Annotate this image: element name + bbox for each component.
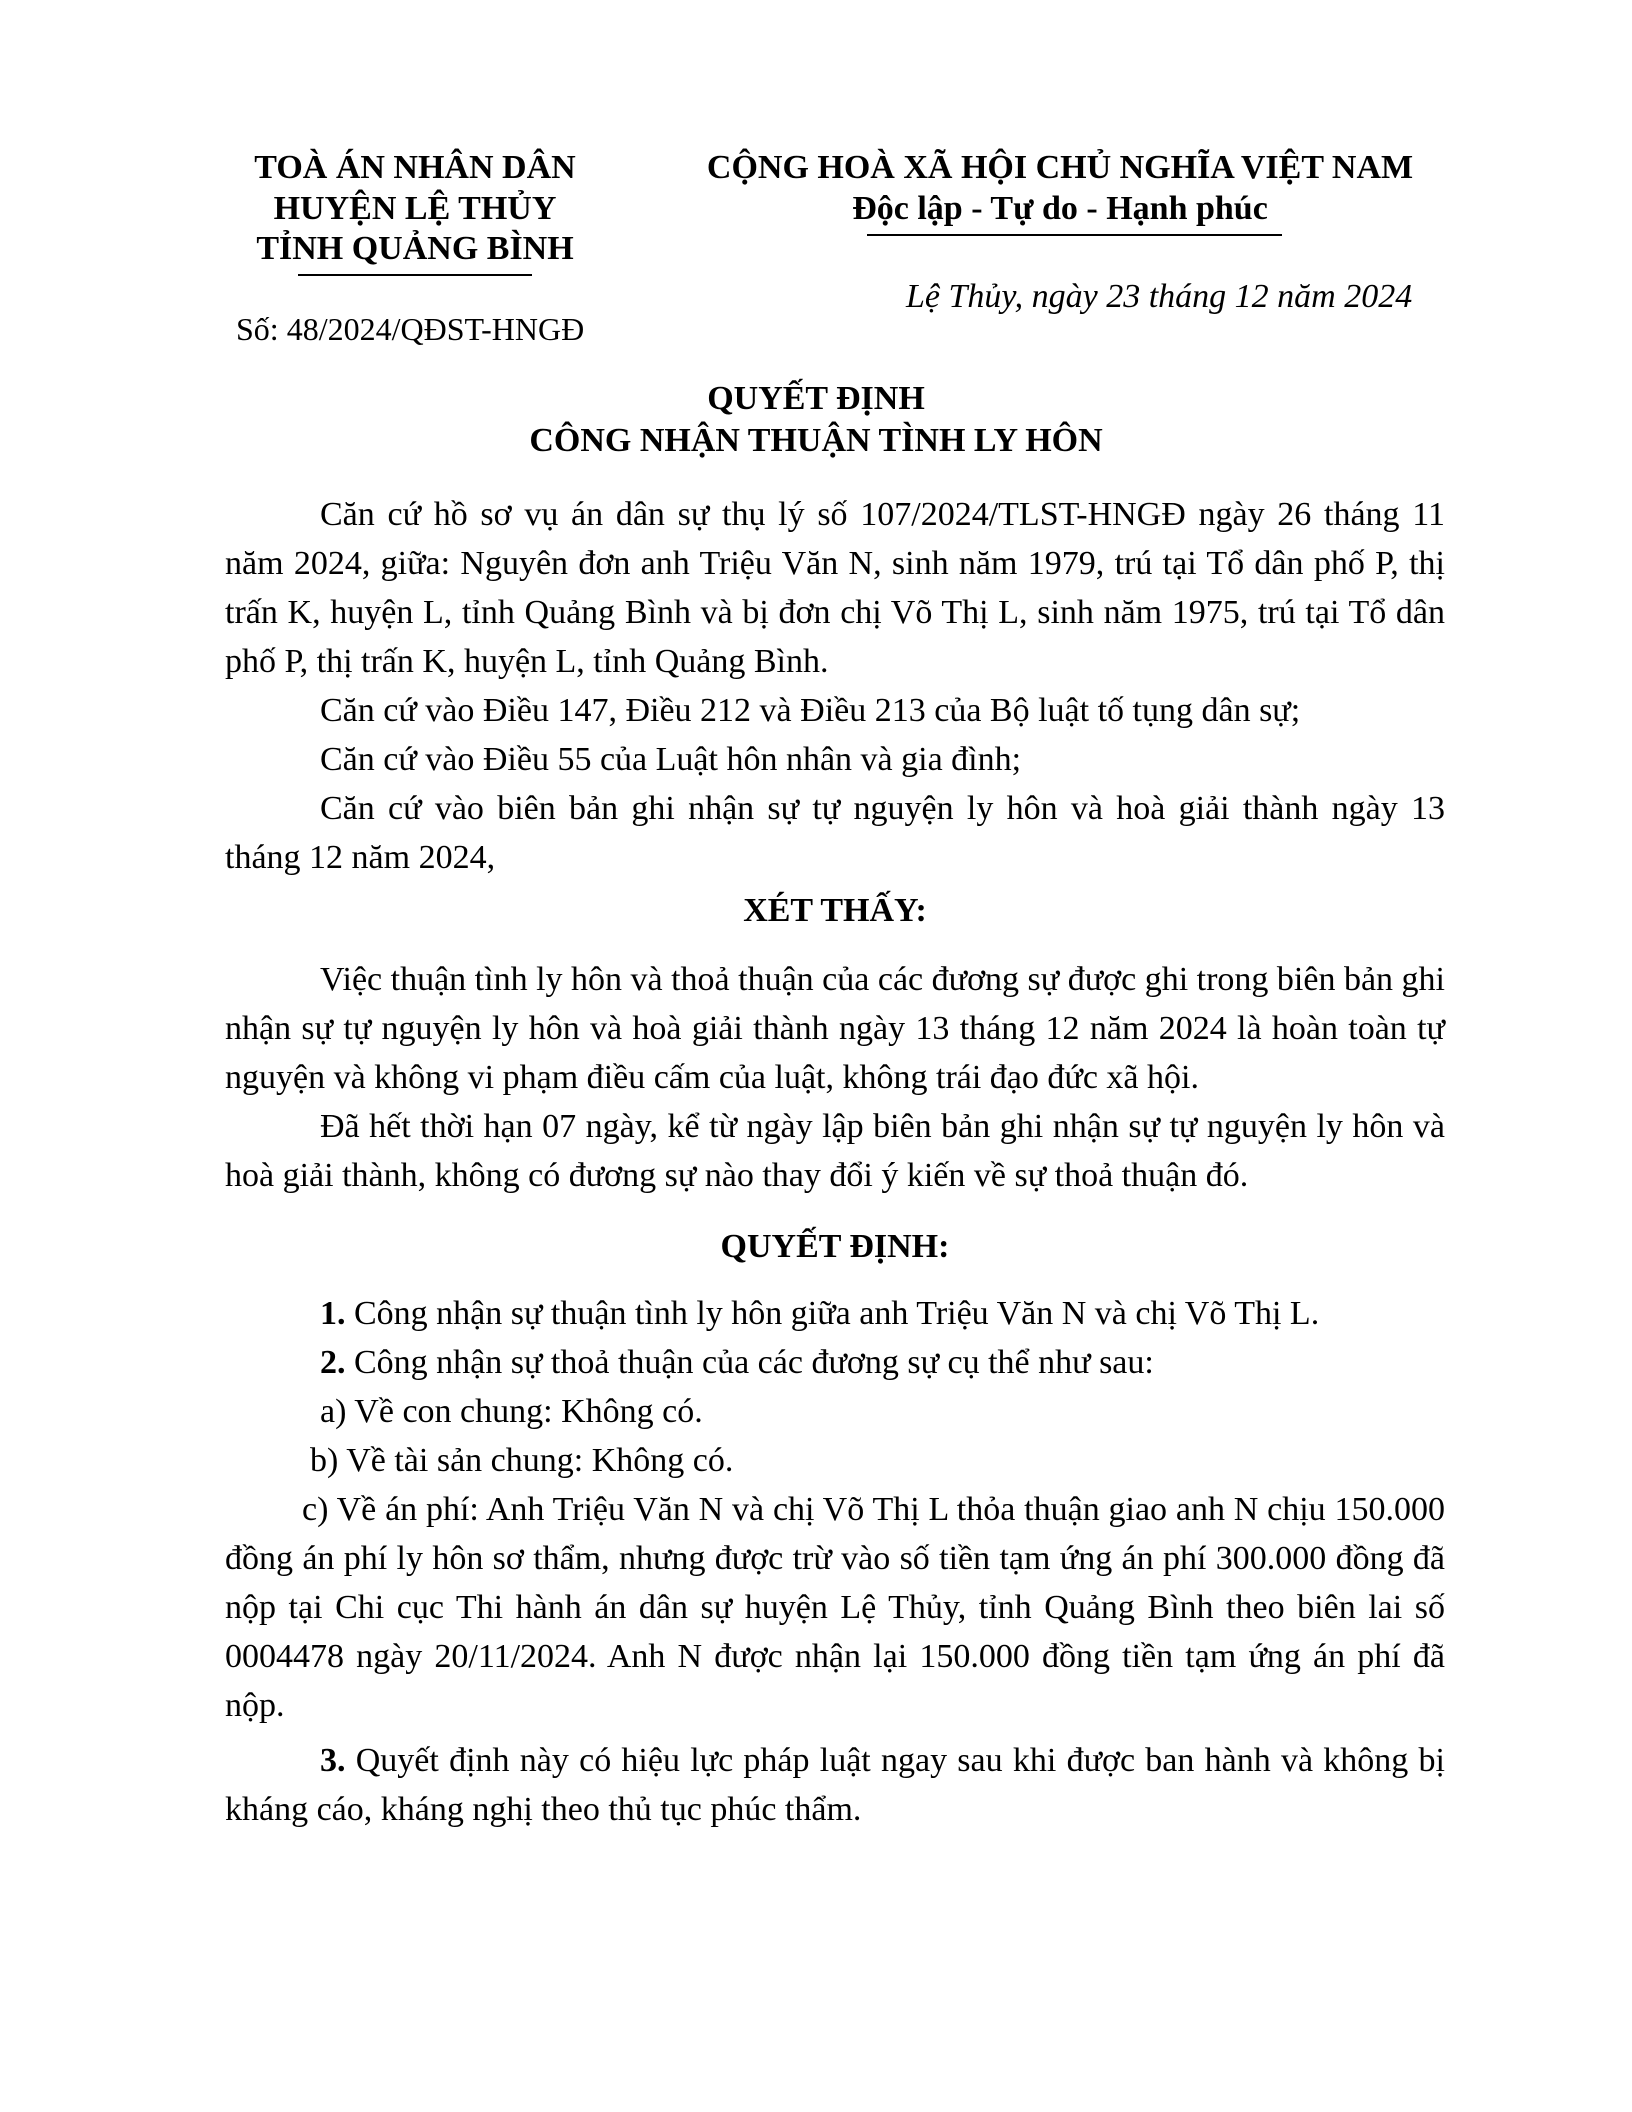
- decision-item-3-number: 3.: [320, 1742, 346, 1779]
- document-title: QUYẾT ĐỊNH: [707, 380, 925, 417]
- court-name-line2: HUYỆN LỆ THỦY: [273, 190, 557, 227]
- decision-item-2: [225, 1338, 1445, 1387]
- decision-item-2b: b) Về tài sản chung: Không có.: [310, 1442, 734, 1479]
- national-motto: Độc lập - Tự do - Hạnh phúc: [852, 190, 1268, 227]
- place-date: Lệ Thủy, ngày 23 tháng 12 năm 2024: [906, 278, 1413, 315]
- decision-heading: QUYẾT ĐỊNH:: [720, 1228, 950, 1265]
- ground-paragraph-1: Căn cứ hồ sơ vụ án dân sự thụ lý số 107/2024/TLST-HNGĐ ngày 26 tháng 11 năm 2024, giữa: Nguyên đơn anh Triệu Văn N, sinh năm 1979, trú tại Tổ dân phố P, thị trấn K, huyện L, tỉnh Quảng Bình và bị đơn chị Võ Thị L, sinh năm 1975, trú tại Tổ dân phố P, thị trấn K, huyện L, tỉnh Quảng Bình.: [225, 496, 1445, 680]
- court-name-line3: TỈNH QUẢNG BÌNH: [256, 230, 574, 267]
- decision-item-3-text: Quyết định này có hiệu lực pháp luật ngay sau khi được ban hành và không bị kháng cáo, kháng nghị theo thủ tục phúc thẩm.: [225, 1742, 1445, 1828]
- court-name-line1: TOÀ ÁN NHÂN DÂN: [254, 149, 576, 186]
- decision-item-2-number: 2.: [320, 1344, 346, 1381]
- findings-heading: XÉT THẤY:: [743, 892, 927, 929]
- decision-number: Số: 48/2024/QĐST-HNGĐ: [236, 311, 585, 347]
- decision-item-2a: a) Về con chung: Không có.: [320, 1393, 703, 1430]
- document-body: [225, 490, 1445, 1834]
- decision-item-2c: c) Về án phí: Anh Triệu Văn N và chị Võ Thị L thỏa thuận giao anh N chịu 150.000 đồng án phí ly hôn sơ thẩm, nhưng được trừ vào số tiền tạm ứng án phí 300.000 đồng đã nộp tại Chi cục Thi hành án dân sự huyện Lệ Thủy, tỉnh Quảng Bình theo biên lai số 0004478 ngày 20/11/2024. Anh N được nhận lại 150.000 đồng tiền tạm ứng án phí đã nộp.: [225, 1491, 1445, 1724]
- ground-paragraph-2: Căn cứ vào Điều 147, Điều 212 và Điều 213 của Bộ luật tố tụng dân sự;: [320, 692, 1301, 729]
- court-name-underline: [298, 274, 532, 276]
- findings-paragraph-2: Đã hết thời hạn 07 ngày, kể từ ngày lập biên bản ghi nhận sự tự nguyện ly hôn và hoà giải thành, không có đương sự nào thay đổi ý kiến về sự thoả thuận đó.: [225, 1108, 1445, 1194]
- ground-paragraph-4: Căn cứ vào biên bản ghi nhận sự tự nguyện ly hôn và hoà giải thành ngày 13 tháng 12 năm 2024,: [225, 790, 1445, 876]
- document-subtitle: CÔNG NHẬN THUẬN TÌNH LY HÔN: [529, 422, 1103, 459]
- decision-item-1-text: Công nhận sự thuận tình ly hôn giữa anh Triệu Văn N và chị Võ Thị L.: [345, 1295, 1320, 1332]
- decision-item-1-number: 1.: [320, 1295, 346, 1332]
- ground-paragraph-3: Căn cứ vào Điều 55 của Luật hôn nhân và gia đình;: [320, 741, 1022, 778]
- national-motto-underline: [867, 234, 1282, 236]
- national-title: CỘNG HOÀ XÃ HỘI CHỦ NGHĨA VIỆT NAM: [706, 149, 1414, 186]
- decision-item-2-text: Công nhận sự thoả thuận của các đương sự cụ thể như sau:: [345, 1344, 1154, 1381]
- decision-item-3: [225, 1736, 1445, 1834]
- decision-item-1: [225, 1289, 1445, 1338]
- findings-paragraph-1: Việc thuận tình ly hôn và thoả thuận của các đương sự được ghi trong biên bản ghi nhận sự tự nguyện ly hôn và hoà giải thành ngày 13 tháng 12 năm 2024 là hoàn toàn tự nguyện và không vi phạm điều cấm của luật, không trái đạo đức xã hội.: [225, 961, 1445, 1096]
